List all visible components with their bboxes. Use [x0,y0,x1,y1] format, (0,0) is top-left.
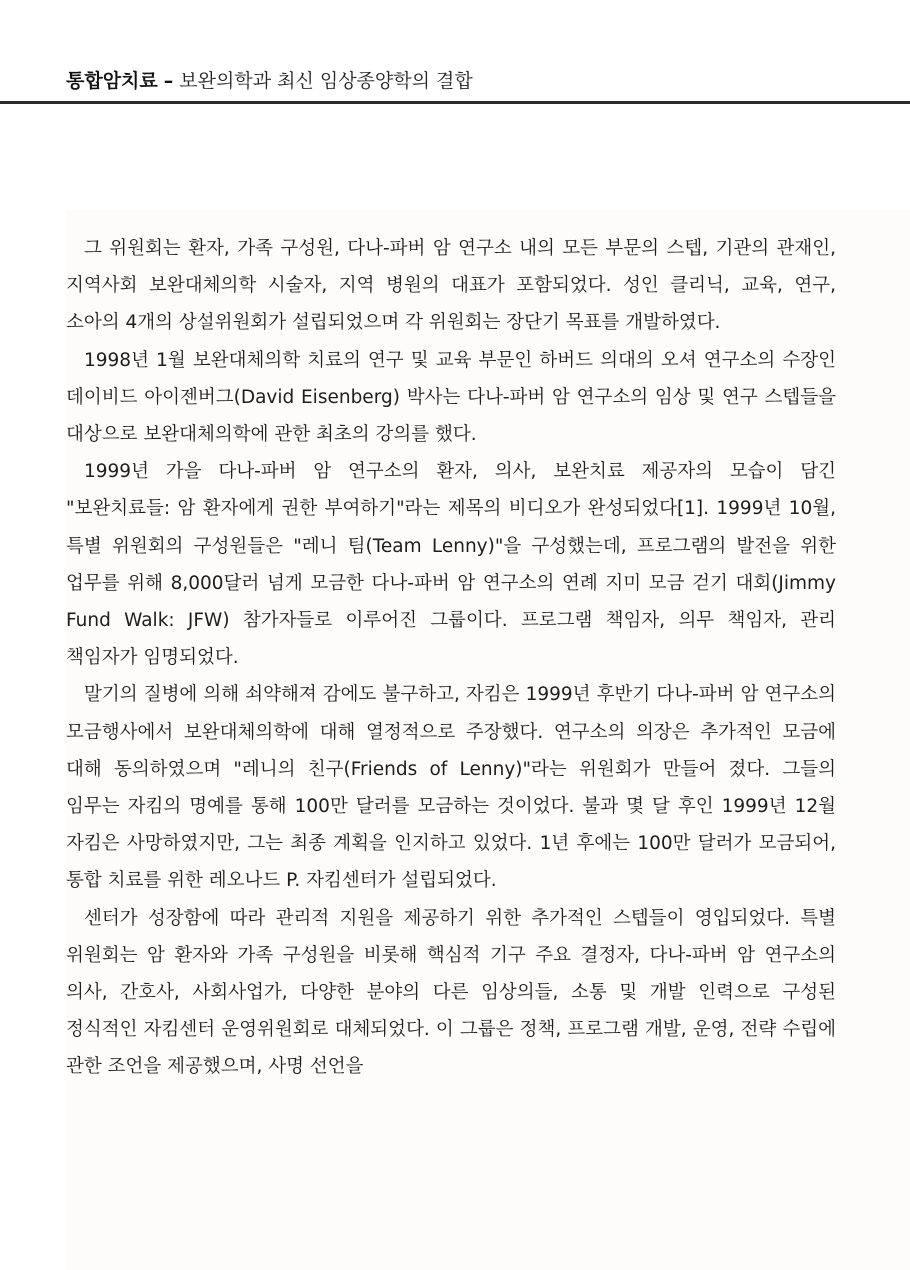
book-subtitle: 보완의학과 최신 임상종양학의 결합 [179,70,473,92]
book-title: 통합암치료 [66,70,158,92]
page-top-area [0,0,910,210]
title-separator: – [163,70,174,92]
paragraph: 센터가 성장함에 따라 관리적 지원을 제공하기 위한 추가적인 스텝들이 영입되었다. 특별 위원회는 암 환자와 가족 구성원을 비롯해 핵심적 기구 주요 결정자, 다나-파버 암 연구소의 의사, 간호사, 사회사업가, 다양한 분야의 다른 임상의들, 소통 및 개발 인력으로 구성된 정식적인 자킴센터 운영위원회로 대체되었다. 이 그룹은 정책, 프로그램 개발, 운영, 전략 수립에 관한 조언을 제공했으며, 사명 선언을 [66,907,836,1078]
paragraph: 말기의 질병에 의해 쇠약해져 감에도 불구하고, 자킴은 1999년 후반기 다나-파버 암 연구소의 모금행사에서 보완대체의학에 대해 열정적으로 주장했다. 연구소의 의장은 추가적인 모금에 대해 동의하였으며 "레니의 친구(Friends of Lenny)"라는 위원회가 만들어 졌다. 그들의 임무는 자킴의 명예를 통해 100만 달러를 모금하는 것이었다. 불과 몇 달 후인 1999년 12월 자킴은 사망하였지만, 그는 최종 계획을 인지하고 있었다. 1년 후에는 100만 달러가 모금되어, 통합 치료를 위한 레오나드 P. 자킴센터가 설립되었다. [66,684,836,892]
paragraph: 1998년 1월 보완대체의학 치료의 연구 및 교육 부문인 하버드 의대의 오셔 연구소의 수장인 데이비드 아이젠버그(David Eisenberg) 박사는 다나-파버 암 연구소의 임상 및 연구 스텝들을 대상으로 보완대체의학에 관한 최초의 강의를 했다. [66,349,836,446]
running-header [0,60,910,104]
body-text [66,230,836,1086]
running-header-text [66,68,473,94]
paragraph: 1999년 가을 다나-파버 암 연구소의 환자, 의사, 보완치료 제공자의 모습이 담긴 "보완치료들: 암 환자에게 권한 부여하기"라는 제목의 비디오가 완성되었다[1]. 1999년 10월, 특별 위원회의 구성원들은 "레니 팀(Team Lenny)"을 구성했는데, 프로그램의 발전을 위한 업무를 위해 8,000달러 넘게 모금한 다나-파버 암 연구소의 연례 지미 모금 걷기 대회(Jimmy Fund Walk: JFW) 참가자들로 이루어진 그룹이다. 프로그램 책임자, 의무 책임자, 관리 책임자가 임명되었다. [66,461,836,669]
paragraph: 그 위원회는 환자, 가족 구성원, 다나-파버 암 연구소 내의 모든 부문의 스텝, 기관의 관재인, 지역사회 보완대체의학 시술자, 지역 병원의 대표가 포함되었다. 성인 클리닉, 교육, 연구, 소아의 4개의 상설위원회가 설립되었으며 각 위원회는 장단기 목표를 개발하였다. [66,238,836,334]
